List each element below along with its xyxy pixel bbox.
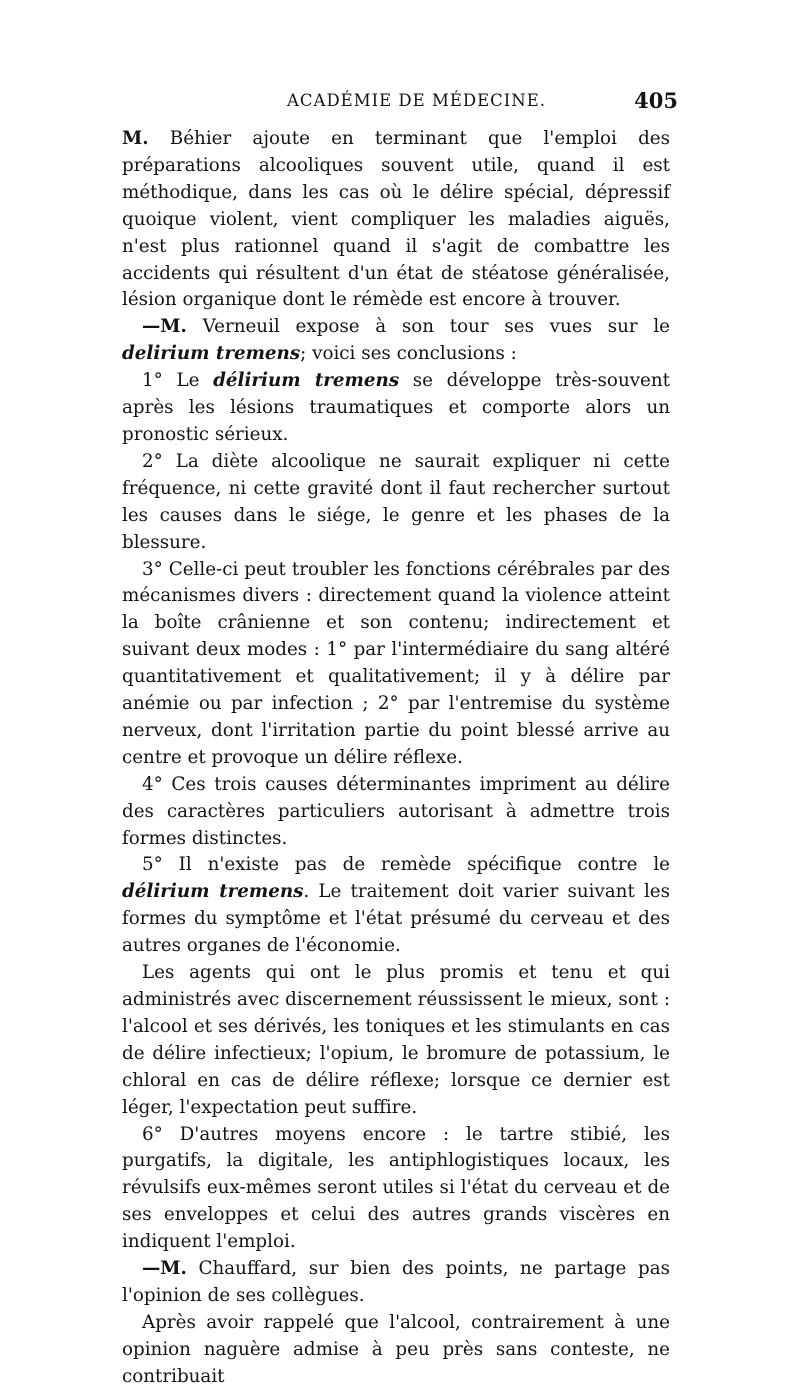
paragraph-p10 <box>122 1256 670 1310</box>
speaker-label: M. <box>122 128 149 149</box>
paragraph-p8 <box>122 960 670 1121</box>
italic-term: délirium tremens <box>122 881 304 903</box>
text-run: Béhier ajoute en terminant que l'emploi des préparations alcooliques souvent utile, quand il est méthodique, dans les cas où le délire spécial, dépressif quoique violent, vient compliquer les maladies aiguës, n'est plus rationnel quand il s'agit de combattre les accidents qui résultent d'un état de stéatose généralisée, lésion organique dont le rémède est encore à trouver. <box>122 128 670 311</box>
paragraph-p7 <box>122 852 670 960</box>
text-run: 5° Il n'existe pas de remède spécifique contre le <box>142 854 670 876</box>
text-run: 4° Ces trois causes déterminantes impriment au délire des caractères particuliers autorisant à admettre trois formes distinctes. <box>122 773 670 849</box>
paragraph-p11 <box>122 1310 670 1391</box>
text-run: 1° Le <box>142 370 214 392</box>
body-text <box>122 126 670 1391</box>
text-run: ; voici ses conclusions : <box>300 343 517 365</box>
text-run: . Le traitement doit varier suivant les formes du symptôme et l'état présumé du cerveau et des autres organes de l'économie. <box>122 881 670 957</box>
speaker-label: —M. <box>142 316 187 338</box>
text-run: Verneuil expose à son tour ses vues sur le <box>186 316 670 338</box>
text-run: se développe très-souvent après les lésions traumatiques et comporte alors un pronostic sérieux. <box>122 370 670 445</box>
paragraph-p3 <box>122 368 670 449</box>
text-run: 3° Celle-ci peut troubler les fonctions cérébrales par des mécanismes divers : directement quand la violence atteint la boîte crânienne et son contenu; indirectement et suivant deux modes : 1° par l'intermédiaire du sang altéré quantitativement et qualitativement; il y à délire par anémie ou par infection ; 2° par l'entremise du système nerveux, dont l'irritation partie du point blessé arrive au centre et provoque un délire réflexe. <box>122 558 670 768</box>
speaker-label: —M. <box>142 1258 187 1280</box>
paragraph-p1 <box>122 126 670 314</box>
text-run: Les agents qui ont le plus promis et tenu et qui administrés avec discernement réussissent le mieux, sont : l'alcool et ses dérivés, les toniques et les stimulants en cas de délire infectieux; l'opium, le bromure de potassium, le chloral en cas de délire réflexe; lorsque ce dernier est léger, l'expectation peut suffire. <box>122 962 670 1118</box>
paragraph-p6 <box>122 772 670 853</box>
text-run: 2° La diète alcoolique ne saurait expliquer ni cette fréquence, ni cette gravité dont il faut rechercher surtout les causes dans le siége, le genre et les phases de la blessure. <box>122 450 670 553</box>
text-run: Chauffard, sur bien des points, ne partage pas l'opinion de ses collègues. <box>122 1258 670 1306</box>
paragraph-p2 <box>122 314 670 368</box>
text-run: 6° D'autres moyens encore : le tartre stibié, les purgatifs, la digitale, les antiphlogistiques locaux, les révulsifs eux-mêmes seront utiles si l'état du cerveau et de ses enveloppes et celui des autres grands viscères en indiquent l'emploi. <box>122 1123 670 1253</box>
page-number: 405 <box>634 88 678 113</box>
paragraph-p9 <box>122 1122 670 1257</box>
italic-term: délirium tremens <box>213 370 400 392</box>
paragraph-p5 <box>122 557 670 772</box>
running-title: ACADÉMIE DE MÉDECINE. <box>287 91 547 110</box>
text-run: Après avoir rappelé que l'alcool, contrairement à une opinion naguère admise à peu près sans conteste, ne contribuait <box>122 1311 670 1387</box>
italic-term: delirium tremens <box>122 343 301 365</box>
paragraph-p4 <box>122 449 670 557</box>
running-head <box>122 88 682 121</box>
